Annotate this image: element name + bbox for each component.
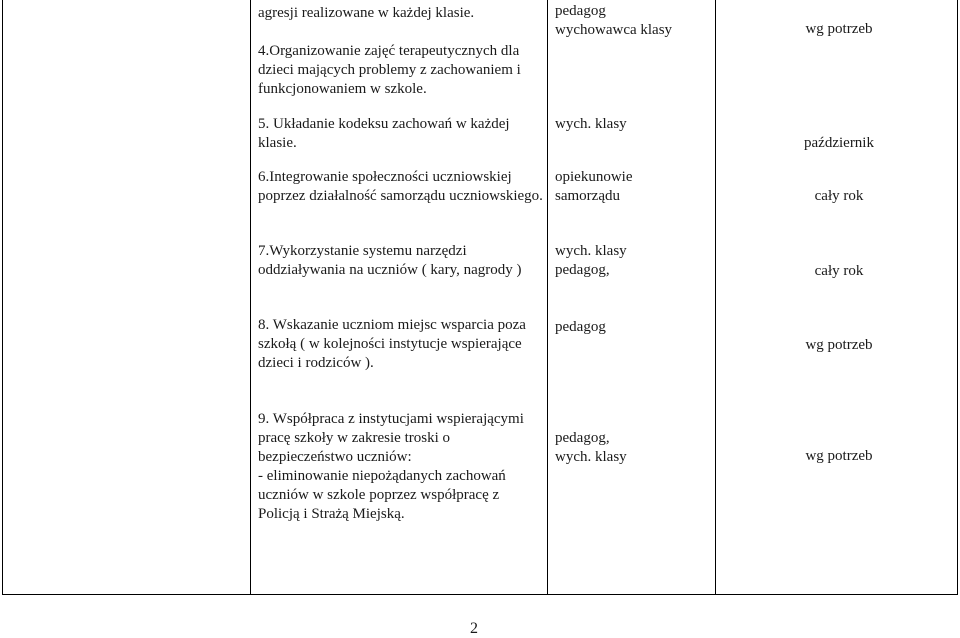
table-cell-task: 6.Integrowanie społeczności uczniowskiej poprzez działalność samorządu uczniowskiego. xyxy=(258,169,543,204)
table-cell-deadline: wg potrzeb xyxy=(805,21,873,37)
table-cell-responsible: pedagog xyxy=(555,319,606,335)
column-divider-1 xyxy=(250,0,251,595)
table-cell-responsible: wych. klasy xyxy=(555,116,627,132)
table-cell-deadline: wg potrzeb xyxy=(805,448,873,464)
table-cell-task: 5. Układanie kodeksu zachowań w każdej klasie. xyxy=(258,116,510,151)
table-cell-deadline: wg potrzeb xyxy=(805,337,873,353)
table-cell-task: 7.Wykorzystanie systemu narzędzi oddziaływania na uczniów ( kary, nagrody ) xyxy=(258,243,522,278)
table-border-bottom xyxy=(2,594,958,595)
table-cell-task: agresji realizowane w każdej klasie. 4.Organizowanie zajęć terapeutycznych dla dzieci mających problemy z zachowaniem i funkcjonowaniem w szkole. xyxy=(258,5,521,97)
table-cell-responsible: wych. klasy pedagog, xyxy=(555,243,627,278)
table-border-right xyxy=(957,0,958,595)
table-cell-responsible: opiekunowie samorządu xyxy=(555,169,633,204)
page-number: 2 xyxy=(470,620,478,637)
table-cell-deadline: cały rok xyxy=(814,188,864,204)
table-cell-responsible: pedagog wychowawca klasy xyxy=(555,3,673,38)
table-border-left xyxy=(2,0,3,595)
table-cell-task: 8. Wskazanie uczniom miejsc wsparcia poza szkołą ( w kolejności instytucje wspierające dzieci i rodziców ). xyxy=(258,317,526,371)
table-cell-deadline: październik xyxy=(804,135,874,151)
table-cell-responsible: pedagog, wych. klasy xyxy=(555,430,627,465)
table-cell-task: 9. Współpraca z instytucjami wspierającymi pracę szkoły w zakresie troski o bezpieczeństwo uczniów: - eliminowanie niepożądanych zachowań uczniów w szkole poprzez współpracę z Policją i Strażą Miejską. xyxy=(258,411,524,522)
column-divider-3 xyxy=(715,0,716,595)
table-cell-deadline: cały rok xyxy=(814,263,864,279)
column-divider-2 xyxy=(547,0,548,595)
